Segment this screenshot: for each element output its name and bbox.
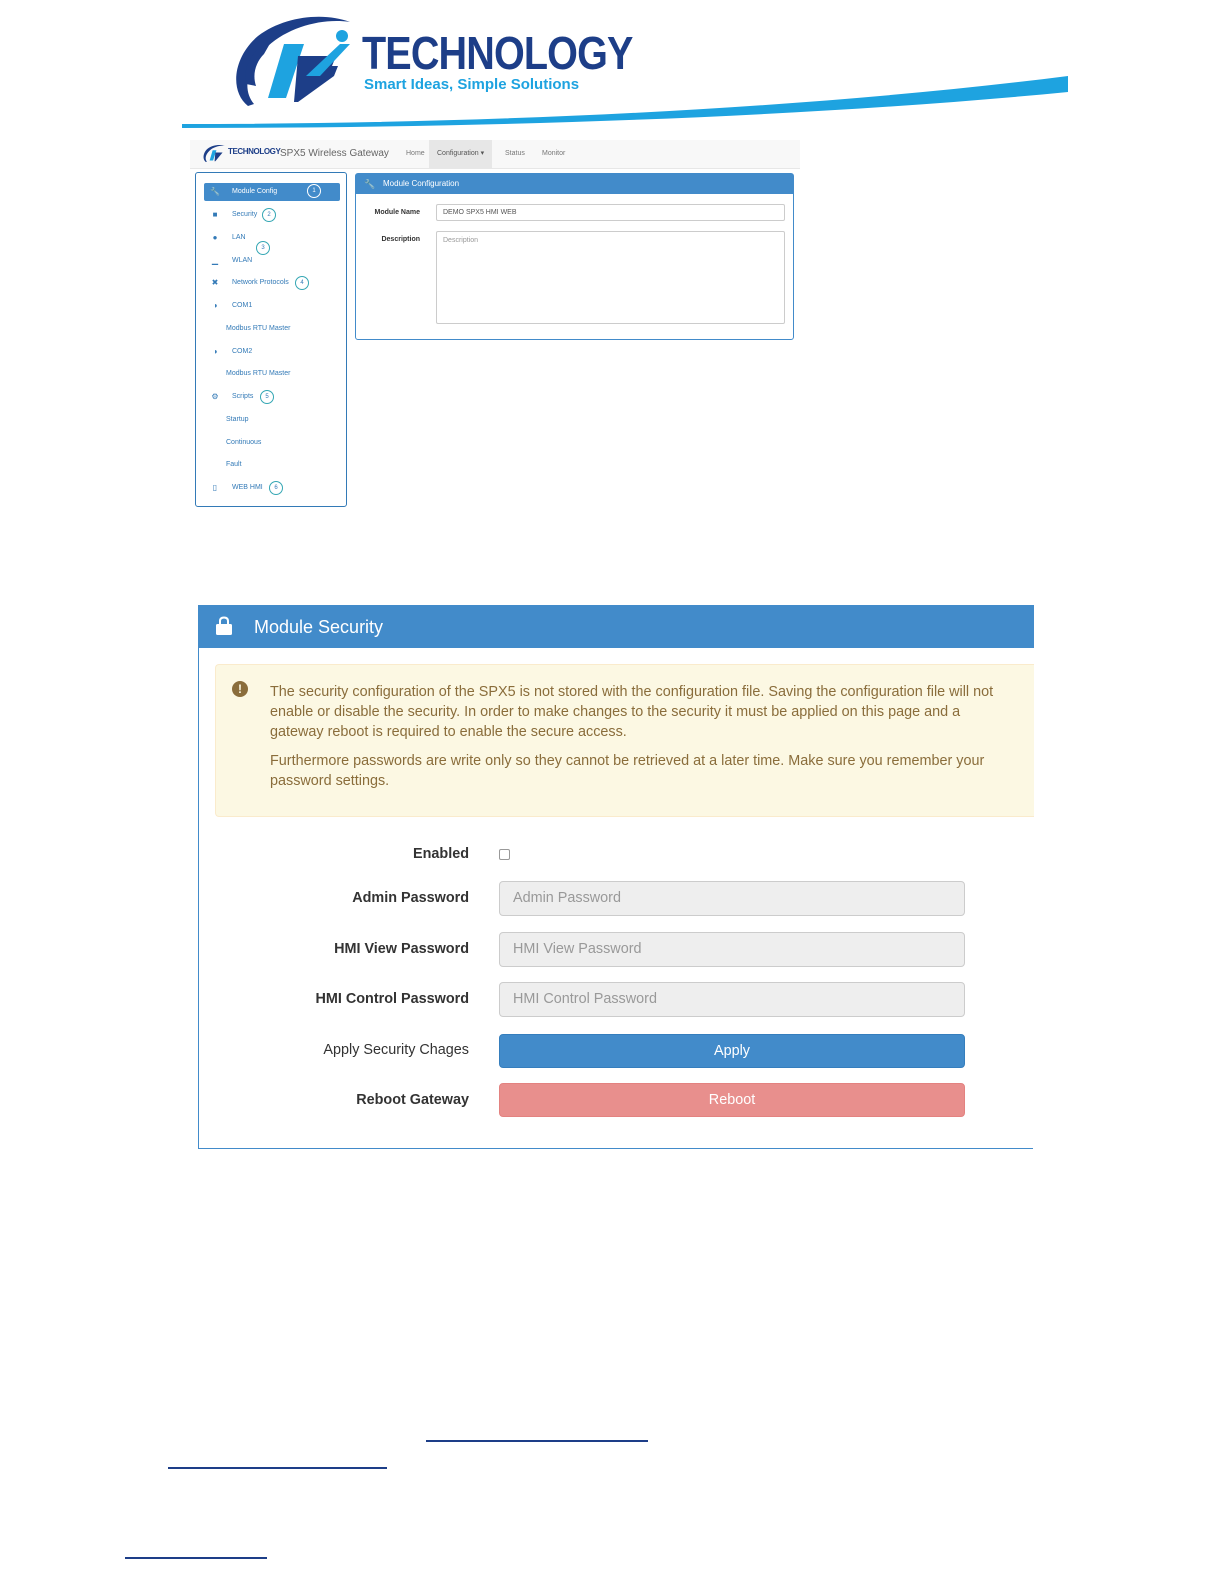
signal-icon: ▁	[211, 256, 219, 265]
sidebar-item-label: Network Protocols	[232, 279, 289, 286]
admin-password-label: Admin Password	[352, 890, 469, 906]
globe-icon: ●	[212, 233, 218, 242]
sidebar-item-scripts-fault[interactable]	[204, 456, 340, 474]
reboot-button[interactable]: Reboot	[499, 1083, 965, 1117]
sidebar-item-web-hmi[interactable]	[204, 479, 340, 497]
sidebar-item-scripts[interactable]	[204, 388, 340, 406]
nav-configuration-dropdown[interactable]: Configuration ▾	[429, 140, 492, 168]
sidebar-item-network-protocols[interactable]	[204, 274, 340, 292]
description-textarea[interactable]: Description	[436, 231, 785, 324]
panel-heading	[356, 174, 793, 194]
step-badge: 3	[256, 241, 270, 255]
nav-monitor-link[interactable]: Monitor	[542, 150, 566, 157]
app-title: SPX5 Wireless Gateway	[280, 148, 389, 159]
header-swoosh	[180, 70, 1070, 130]
hyperlink-underline[interactable]	[125, 1557, 267, 1559]
sidebar-item-lan[interactable]	[204, 229, 340, 247]
sidebar-item-label: Scripts	[232, 393, 254, 400]
hmi-control-password-label: HMI Control Password	[315, 991, 469, 1007]
step-badge: 5	[260, 390, 274, 404]
sidebar-subitem-label: Modbus RTU Master	[226, 370, 291, 377]
sidebar-item-label: LAN	[232, 234, 246, 241]
step-badge: 6	[269, 481, 283, 495]
hmi-control-password-input[interactable]: HMI Control Password	[499, 982, 965, 1017]
sidebar-item-label: WLAN	[232, 257, 253, 264]
gear-icon: ⚙	[211, 392, 219, 401]
sidebar-subitem-label: Modbus RTU Master	[226, 325, 291, 332]
apply-button[interactable]: Apply	[499, 1034, 965, 1068]
nav-home-link[interactable]: Home	[406, 150, 425, 157]
sidebar-item-scripts-continuous[interactable]	[204, 434, 340, 452]
half-circle-icon: ◑	[212, 301, 218, 310]
sidebar-subitem-label: Startup	[226, 416, 249, 423]
half-circle-icon: ◑	[212, 347, 218, 356]
hmi-view-password-input[interactable]: HMI View Password	[499, 932, 965, 967]
description-label: Description	[381, 236, 420, 243]
panel-title: Module Security	[254, 617, 384, 637]
sidebar-item-com1[interactable]	[204, 297, 340, 315]
sidebar-item-com2[interactable]	[204, 343, 340, 361]
wrench-icon: 🔧	[210, 187, 220, 196]
module-config-panel	[355, 173, 794, 340]
nav-brand-name: TECHNOLOGY	[228, 147, 281, 156]
brand-name: TECHNOLOGY	[362, 27, 633, 79]
step-badge: 4	[295, 276, 309, 290]
sidebar-item-com2-modbus[interactable]	[204, 365, 340, 383]
lock-icon	[215, 616, 233, 635]
sidebar-item-com1-modbus[interactable]	[204, 320, 340, 338]
panel-title: Module Configuration	[383, 179, 460, 188]
module-name-label: Module Name	[374, 209, 420, 216]
hyperlink-underline[interactable]	[168, 1467, 387, 1469]
admin-password-input[interactable]: Admin Password	[499, 881, 965, 916]
reboot-gateway-label: Reboot Gateway	[356, 1092, 469, 1108]
sidebar-item-label: COM2	[232, 348, 253, 355]
wrench-icon: 🔧	[364, 179, 376, 189]
shuffle-icon: ✖	[211, 278, 219, 287]
hmi-view-password-label: HMI View Password	[334, 941, 469, 957]
module-name-input[interactable]: DEMO SPX5 HMI WEB	[436, 204, 785, 221]
sidebar-item-label: WEB HMI	[232, 484, 263, 491]
step-badge: 2	[262, 208, 276, 222]
exclamation-circle-icon: !	[232, 681, 248, 697]
sidebar-item-wlan[interactable]	[204, 252, 340, 270]
config-sidebar	[195, 172, 347, 507]
step-badge: 1	[307, 184, 321, 198]
navbar	[190, 140, 800, 169]
enabled-checkbox[interactable]	[499, 849, 510, 860]
lock-icon: ■	[212, 210, 218, 219]
sidebar-item-module-config[interactable]	[204, 183, 340, 201]
sidebar-item-scripts-startup[interactable]	[204, 411, 340, 429]
apply-security-label: Apply Security Chages	[323, 1042, 469, 1058]
sidebar-item-label: Module Config	[232, 188, 278, 195]
sidebar-item-label: COM1	[232, 302, 253, 309]
brand-tagline: Smart Ideas, Simple Solutions	[364, 76, 580, 93]
mobile-icon: ▯	[212, 483, 218, 492]
alert-text: The security configuration of the SPX5 is not stored with the configuration file. Saving the configuration file will not enable or disable the security. In order to make changes to the security it must be applied on this page and a gateway reboot is required to enable the secure access.	[270, 684, 994, 740]
sidebar-item-security[interactable]	[204, 206, 340, 224]
alert-text: Furthermore passwords are write only so they cannot be retrieved at a later time. Make sure you remember your password settings.	[270, 753, 985, 789]
security-warning-alert	[215, 664, 1034, 817]
enabled-label: Enabled	[413, 846, 469, 862]
hyperlink-underline[interactable]	[426, 1440, 648, 1442]
nav-logo	[202, 143, 226, 165]
module-security-panel	[198, 605, 1033, 1149]
panel-heading	[199, 605, 1034, 648]
sidebar-subitem-label: Continuous	[226, 439, 262, 446]
sidebar-item-label: Security	[232, 211, 258, 218]
sidebar-subitem-label: Fault	[226, 461, 242, 468]
nav-status-link[interactable]: Status	[505, 150, 525, 157]
